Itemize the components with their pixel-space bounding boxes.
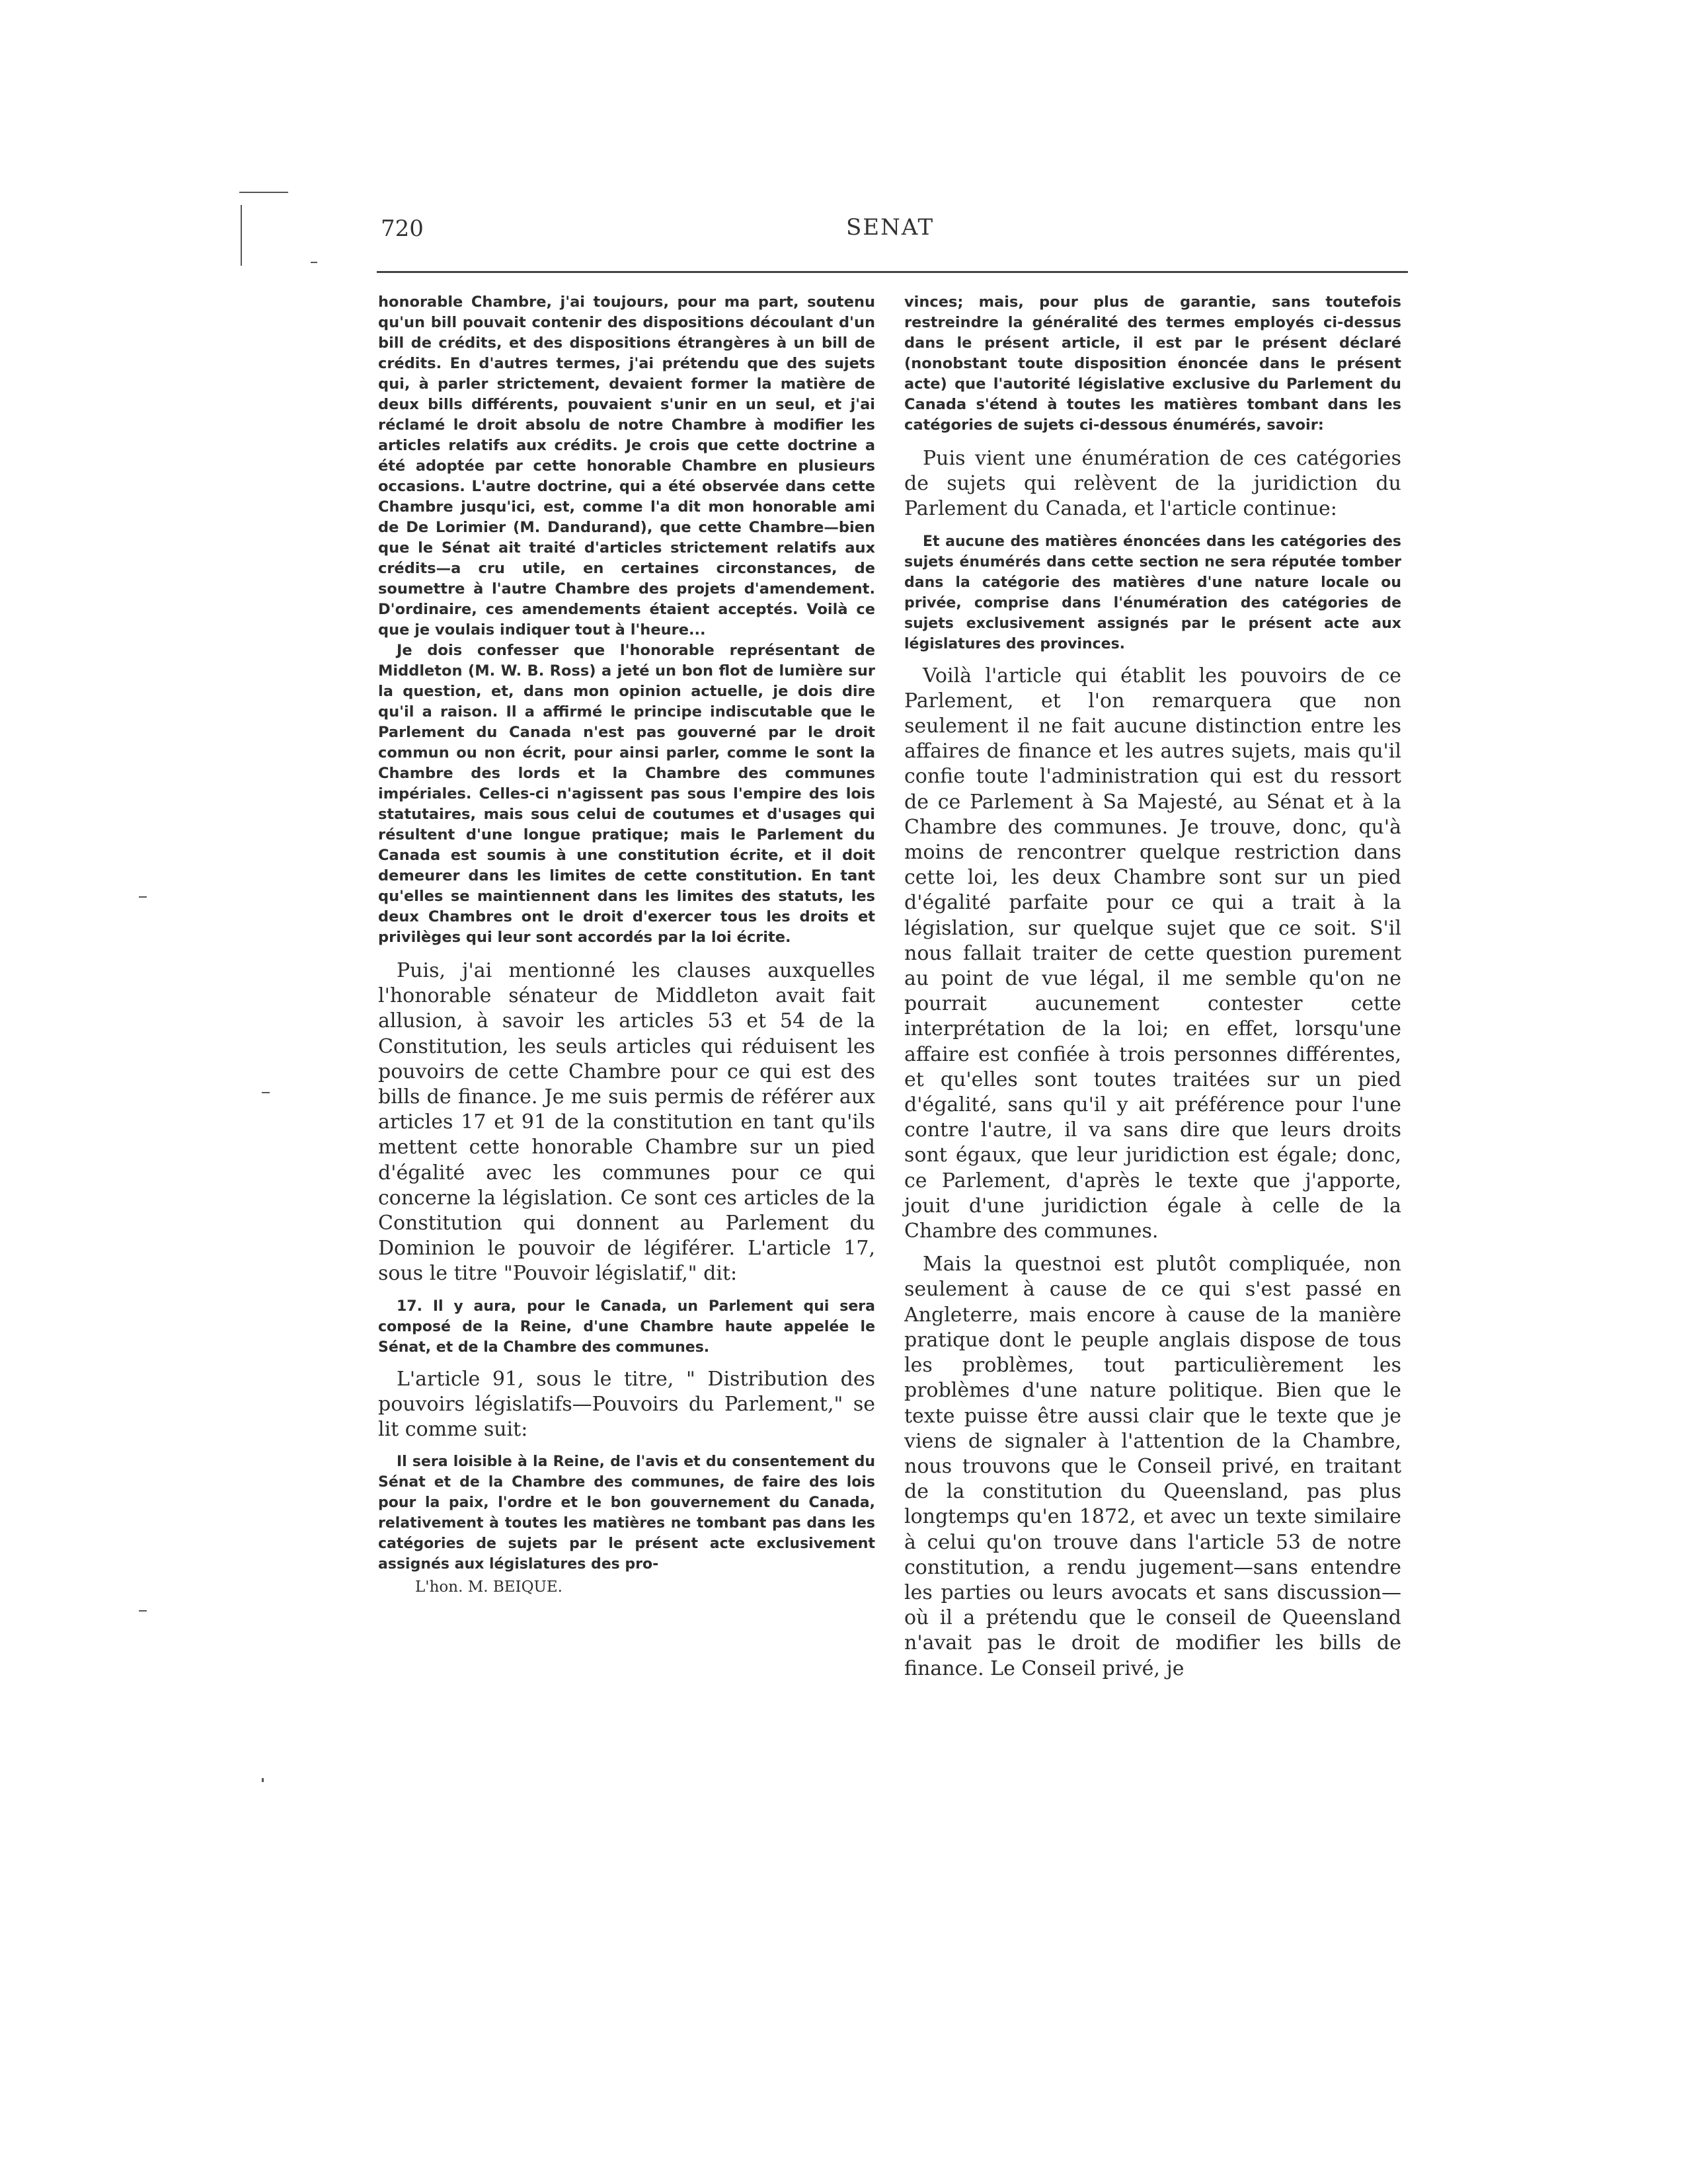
block-quote: vinces; mais, pour plus de garantie, sans toutefois restreindre la généralité des termes employés ci-dessus dans le présent article, il est par le présent déclaré (nonobstant toute disposition énoncée dans le présent acte) que l'autorité législative exclusive du Parlement du Canada s'étend à toutes les matières tombant dans les catégories de sujets ci-dessous énumérés, savoir: (904, 293, 1401, 434)
paragraph: Puis, j'ai mentionné les clauses auxquelles l'honorable sénateur de Middleton avait fait allusion, à savoir les articles 53 et 54 de la Constitution, les seuls articles qui réduisent les pouvoirs de cette Chambre pour ce qui est des bills de finance. Je me suis permis de référer aux articles 17 et 91 de la constitution en tant qu'ils mettent cette honorable Chambre sur un pied d'égalité avec les communes pour ce qui concerne la législation. Ce sont ces articles de la Constitution qui donnent au Parlement du Dominion le pouvoir de légiférer. L'article 17, sous le titre "Pouvoir législatif," dit: (378, 959, 875, 1286)
paragraph: Voilà l'article qui établit les pouvoirs de ce Parlement, et l'on remarquera que non seulement il ne fait aucune distinction entre les affaires de finance et les autres sujets, mais qu'il confie toute l'administration qui est du ressort de ce Parlement à Sa Majesté, au Sénat et à la Chambre des communes. Je trouve, donc, qu'à moins de rencontrer quelque restriction dans cette loi, les deux Chambre sont sur un pied d'égalité parfaite pour ce qui a trait à la législation, sur quelque sujet que ce soit. S'il nous fallait traiter de cette question purement au point de vue légal, il me semble qu'on ne pourrait aucunement contester cette interprétation de la loi; en effet, lorsqu'une affaire est confiée à trois personnes différentes, et qu'elles sont toutes traitées sur un pied d'égalité, sans qu'il y ait préférence pour l'une contre l'autre, il va sans dire que leurs droits sont égaux, que leur juridiction est égale; donc, ce Parlement, d'après le texte que j'apporte, jouit d'une juridiction égale à celle de la Chambre des communes. (904, 664, 1401, 1243)
paragraph: honorable Chambre, j'ai toujours, pour ma part, soutenu qu'un bill pouvait contenir des dispositions découlant d'un bill de crédits, et des dispositions étrangères à un bill de crédits. En d'autres termes, j'ai prétendu que des sujets qui, à parler strictement, devaient former la matière de deux bills différents, pouvaient s'unir en un seul, et j'ai réclamé le droit absolu de notre Chambre à modifier les articles relatifs aux crédits. Je crois que cette doctrine a été adoptée par cette honorable Chambre en plusieurs occasions. L'autre doctrine, qui a été observée dans cette Chambre jusqu'ici, est, comme l'a dit mon honorable ami de De Lorimier (M. Dandurand), que cette Chambre—bien que le Sénat ait traité d'articles strictement relatifs aux crédits—a cru utile, en certaines circonstances, de soumettre à l'autre Chambre des projets d'amendement. D'ordinaire, ces amendements étaient acceptés. Voilà ce que je voulais indiquer tout à l'heure... (378, 293, 875, 639)
paragraph: Je dois confesser que l'honorable représentant de Middleton (M. W. B. Ross) a jeté un bon flot de lumière sur la question, et, dans mon opinion actuelle, je dois dire qu'il a raison. Il a affirmé le principe indiscutable que le Parlement du Canada n'est pas gouverné par le droit commun ou non écrit, pour ainsi parler, comme le sont la Chambre des lords et la Chambre des communes impériales. Celles-ci n'agissent pas sous l'empire des lois statutaires, mais sous celui de coutumes et d'usages qui résultent d'une longue pratique; mais le Parlement du Canada est soumis à une constitution écrite, et il doit demeurer dans les limites de cette constitution. En tant qu'elles se maintiennent dans les limites des statuts, les deux Chambres ont le droit d'exercer tous les droits et privilèges qui leur sont accordés par la loi écrite. (378, 642, 875, 946)
page-header (238, 213, 1409, 274)
right-column (904, 292, 1401, 1682)
scan-mark (262, 1778, 264, 1782)
left-column (378, 292, 875, 1598)
scan-mark (139, 1610, 147, 1612)
page-number: 720 (381, 215, 424, 242)
speaker-name: L'hon. M. BEIQUE. (415, 1578, 563, 1596)
paragraph: Mais la questnoi est plutôt compliquée, non seulement à cause de ce qui s'est passé en Angleterre, mais encore à cause de la manière pratique dont le peuple anglais dispose de tous les problèmes, tout particulièrement les problèmes d'une nature politique. Bien que le texte puisse être aussi clair que le texte que je viens de signaler à l'attention de la Chambre, nous trouvons que le Conseil privé, en traitant de la constitution du Queensland, pas plus longtemps qu'en 1872, et avec un texte similaire à celui qu'on trouve dans l'article 53 de notre constitution, a rendu jugement—sans entendre les parties ou leurs avocats et sans discussion—où il a prétendu que le conseil de Queensland n'avait pas le droit de modifier les bills de finance. Le Conseil privé, je (904, 1253, 1401, 1680)
paragraph: L'article 91, sous le titre, " Distribution des pouvoirs législatifs—Pouvoirs du Parlement," se lit comme suit: (378, 1367, 875, 1442)
scan-mark (139, 896, 147, 898)
block-quote: 17. Il y aura, pour le Canada, un Parlement qui sera composé de la Reine, d'une Chambre haute appelée le Sénat, et de la Chambre des communes. (378, 1298, 875, 1356)
block-quote: Et aucune des matières énoncées dans les catégories des sujets énumérés dans cette section ne sera réputée tomber dans la catégorie des matières d'une nature locale ou privée, comprise dans l'énumération des catégories de sujets exclusivement assignés par le présent acte aux législatures des provinces. (904, 533, 1401, 652)
paragraph: Puis vient une énumération de ces catégories de sujets qui relèvent de la juridiction du Parlement du Canada, et l'article continue: (904, 447, 1401, 521)
running-head: SENAT (846, 214, 935, 241)
header-rule (377, 271, 1408, 273)
block-quote: Il sera loisible à la Reine, de l'avis et du consentement du Sénat et de la Chambre des communes, de faire des lois pour la paix, l'ordre et le bon gouvernement du Canada, relativement à toutes les matières ne tombant pas dans les catégories de sujets par le présent acte exclusivement assignés aux législatures des pro- (378, 1454, 875, 1573)
scan-mark (239, 192, 288, 193)
scan-mark (262, 1092, 270, 1093)
